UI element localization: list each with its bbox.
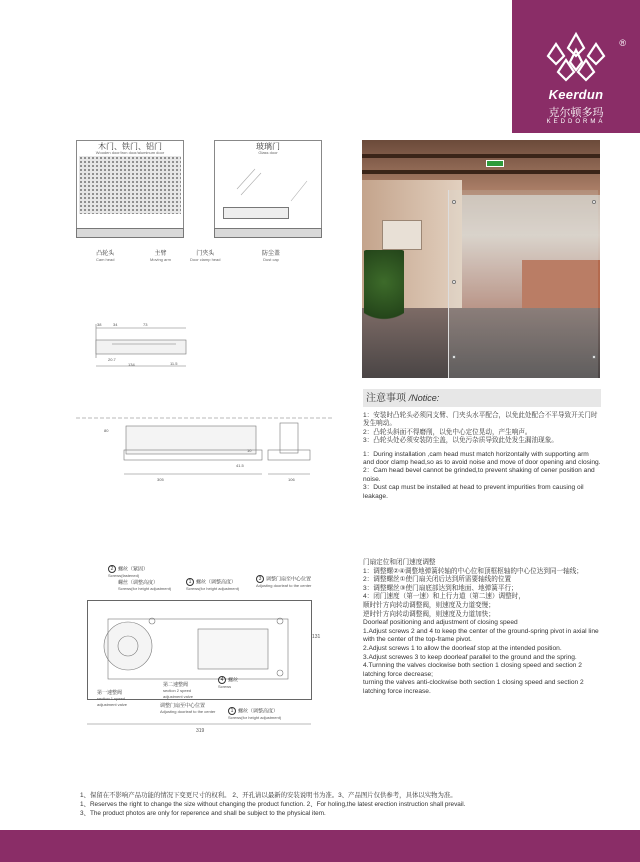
adjustment-line-cn: 4：闭门速度（第一速）和上行力道（第二速）调整时， [363, 593, 525, 601]
callout-cn: 调整门扇至中心位置 [160, 703, 206, 709]
glass-fitting [452, 355, 456, 359]
part-label-cn: 防尘盖 [262, 251, 281, 257]
notice-body [363, 412, 601, 501]
photo-glass-door [448, 190, 598, 378]
callout-en: adjustment valve [163, 694, 194, 699]
glass-fitting [592, 200, 596, 204]
photo-plant [364, 250, 404, 330]
callout-cn: 螺丝（调整高度） [196, 579, 237, 586]
door-clamp [223, 207, 289, 219]
notice-item-en: 3：Dust cap must be installed at head to prevent impurities from causing oil leakage. [363, 484, 584, 500]
callout-en: Screws(fastened) [108, 573, 140, 578]
wood-door-drawing [76, 140, 184, 235]
pivot-diagram [87, 600, 312, 700]
callout-number: 1 [228, 707, 236, 715]
adjustment-line-cn: 2：调整螺丝①使门扇关闭后达到所需要轴线的位置 [363, 576, 512, 584]
dim-label: 134 [128, 362, 135, 367]
part-label-moving-arm [150, 248, 171, 262]
glass-door-title: 玻璃门 [256, 142, 280, 151]
callout-en: Adjusting doorleaf to the center [160, 709, 216, 714]
adjustment-line-cn: 逆时针方向转动调整阀，则速度及力道加快； [363, 610, 495, 618]
photo-beam [362, 154, 600, 158]
footer-line-en: 3、The product photos are only for reperence and shall be subject to the physical item. [80, 810, 326, 817]
adjustment-line-en: turning the valves anti-clockwise both section 1 closing speed and section 2 latching force increase. [363, 679, 584, 695]
callout-en: adjustment valve [97, 702, 128, 707]
photo-beam [362, 170, 600, 174]
part-label-cn: 凸轮头 [96, 251, 115, 257]
callout-en: Adjusting doorleaf to the center [256, 583, 312, 588]
callout-screws-4 [218, 676, 238, 690]
glass-fitting [452, 280, 456, 284]
adjustment-line-en: 2.Adjust screws 1 to allow the doorleaf stop at the intended position. [363, 644, 562, 652]
callout-cn: 螺丝（调整高度） [118, 580, 159, 586]
dim-label: 20.7 [108, 357, 116, 362]
dim-label: 11.5 [170, 361, 178, 366]
notice-item-cn: 2：凸轮头斜面不得磨削，以免中心定位晃动，产生响声。 [363, 428, 532, 436]
footer-notes [80, 791, 600, 818]
callout-number: 1 [186, 578, 194, 586]
callout-en: Screws(for height adjustment) [228, 715, 282, 720]
glass-fitting [452, 200, 456, 204]
part-label-en: Door clamp head [190, 257, 221, 262]
callout-cn: 螺丝（调整高度） [238, 708, 279, 715]
glass-fitting [592, 355, 596, 359]
dim-label: 73 [143, 322, 148, 327]
callout-adjust-center [256, 575, 311, 589]
notice-item-en: 2：Cam head bevel cannot be grinded,to prevent shaking of cener position and noise. [363, 467, 595, 483]
notice-title-cn: 注意事项 [366, 393, 406, 404]
adjustment-line-cn: 1：调整螺②④调整地弹簧转轴的中心位和顶框枢轴的中心位达到同一轴线； [363, 567, 583, 575]
registered-mark: ® [619, 38, 626, 48]
adjustment-title-en: Doorleaf positioning and adjustment of closing speed [363, 619, 518, 627]
callout-en: section 1 speed [97, 696, 126, 701]
callout-number: 3 [256, 575, 264, 583]
footer-line-en: 1、Reserves the right to change the size without changing the product function. 2、For holing,the latest erection instruction shall prevail. [80, 801, 466, 808]
glass-door-drawing [214, 140, 322, 235]
adjustment-line-cn: 3：调整螺丝③使门扇底部达到和地面、地弹簧平行； [363, 584, 518, 592]
dim-label: 34 [113, 322, 118, 327]
adjustment-title-cn: 门扇定位和闭门速度调整 [363, 559, 436, 566]
notice-item-cn: 3：凸轮头处必须安装防尘盖，以免污杂质导致此处发生漏油现象。 [363, 437, 558, 445]
brand-name: Keerdun [548, 87, 604, 102]
wood-door-subtitle: Wooden door/iron door/aluminum door [95, 150, 165, 155]
adjustment-section [363, 559, 601, 697]
adjustment-line-en: 3.Adjust screwes 3 to keep doorleaf parallel to the ground and the spring. [363, 653, 577, 661]
wood-door-title: 木门、铁门、铝门 [98, 142, 162, 151]
glass-door-subtitle: Glass door [258, 150, 278, 155]
dim-label: 131 [312, 634, 321, 640]
part-label-en: Cam head [96, 257, 115, 262]
part-label-cn: 门夹头 [196, 251, 215, 257]
dim-label: 319 [196, 728, 205, 734]
callout-screws-fastened [108, 565, 148, 579]
callout-number: 4 [218, 676, 226, 684]
installation-photo [362, 140, 600, 378]
dim-label: 41.5 [236, 463, 244, 468]
brand-name-cn: 克尔顿多玛 [548, 106, 604, 119]
part-label-cn: 主臂 [154, 251, 167, 257]
notice-title [363, 389, 601, 407]
adjustment-line-cn: 顺时针方向转动调整阀，则速度及力道变慢； [363, 601, 495, 609]
adjustment-line-en: 1.Adjust screws 2 and 4 to keep the center of the ground-spring pivot in axial line with the center of the top-frame pivot. [363, 627, 599, 644]
part-label-door-clamp [190, 248, 220, 262]
callout-section2-valve [163, 682, 193, 700]
brand-subtitle: KEDDORMA [546, 119, 606, 125]
footer-bar [0, 830, 640, 862]
notice-title-en: /Notice: [408, 393, 440, 403]
dim-label: 106 [288, 477, 295, 482]
callout-cn: 螺丝 [228, 677, 239, 684]
glass-door-closer-body [214, 228, 322, 238]
callout-en: Screws [218, 684, 232, 689]
callout-screws-height-2 [228, 707, 281, 721]
callout-en: Screws(for height adjustment) [186, 586, 240, 591]
callout-adjust-center-2 [160, 703, 215, 715]
callout-screws-height [118, 580, 171, 592]
part-label-en: Moving arm [150, 257, 171, 262]
notice-item-en: 1：During installation ,cam head must match horizontally with supporting arm and door clamp head,so as to avoid noise and move of door opening and closing. [363, 450, 601, 467]
dimension-drawing [76, 318, 336, 490]
part-label-dust-cap [262, 248, 280, 262]
callout-en: section 2 speed [163, 688, 192, 693]
part-label-cam-head [96, 248, 114, 262]
callout-cn: 螺丝（紧固） [118, 566, 149, 573]
callout-en: Screws(for height adjustment) [118, 586, 172, 591]
brand-logo [512, 0, 640, 133]
callout-section1-valve [97, 690, 127, 708]
exit-sign-icon [486, 160, 504, 167]
callout-screws-height-1 [186, 578, 239, 592]
part-label-en: Dust cap [263, 257, 279, 262]
notice-item-cn: 1：安装时凸轮头必须同支臂、门夹头水平配合，以免此处配合不平导致开关门时发生响动。 [363, 412, 598, 428]
footer-line-cn: 1、保留在不影响产品功能的情况下变更尺寸的权利。 2、开孔请以最新的安装说明书为准。3、产品图片仅供参考，具体以实物为准。 [80, 792, 457, 799]
door-texture [79, 156, 181, 214]
glass-reflection [215, 159, 321, 209]
dim-label: 80 [104, 428, 109, 433]
dim-label: 10 [247, 448, 252, 453]
adjustment-line-en: 4.Turnning the valves clockwise both section 1 closing speed and section 2 latching force decrease; [363, 662, 582, 678]
callout-cn: 第二速整阀 [163, 682, 189, 688]
callout-cn: 第一速整阀 [97, 690, 123, 696]
pivot-drawing [88, 601, 311, 699]
photo-window [382, 220, 422, 250]
dim-label: 305 [157, 477, 164, 482]
callout-number: 2 [108, 565, 116, 573]
dim-label: 38 [97, 322, 102, 327]
callout-cn: 调整门扇至中心位置 [266, 576, 312, 583]
wood-door-closer-body [76, 228, 184, 238]
crown-icon [542, 30, 610, 86]
